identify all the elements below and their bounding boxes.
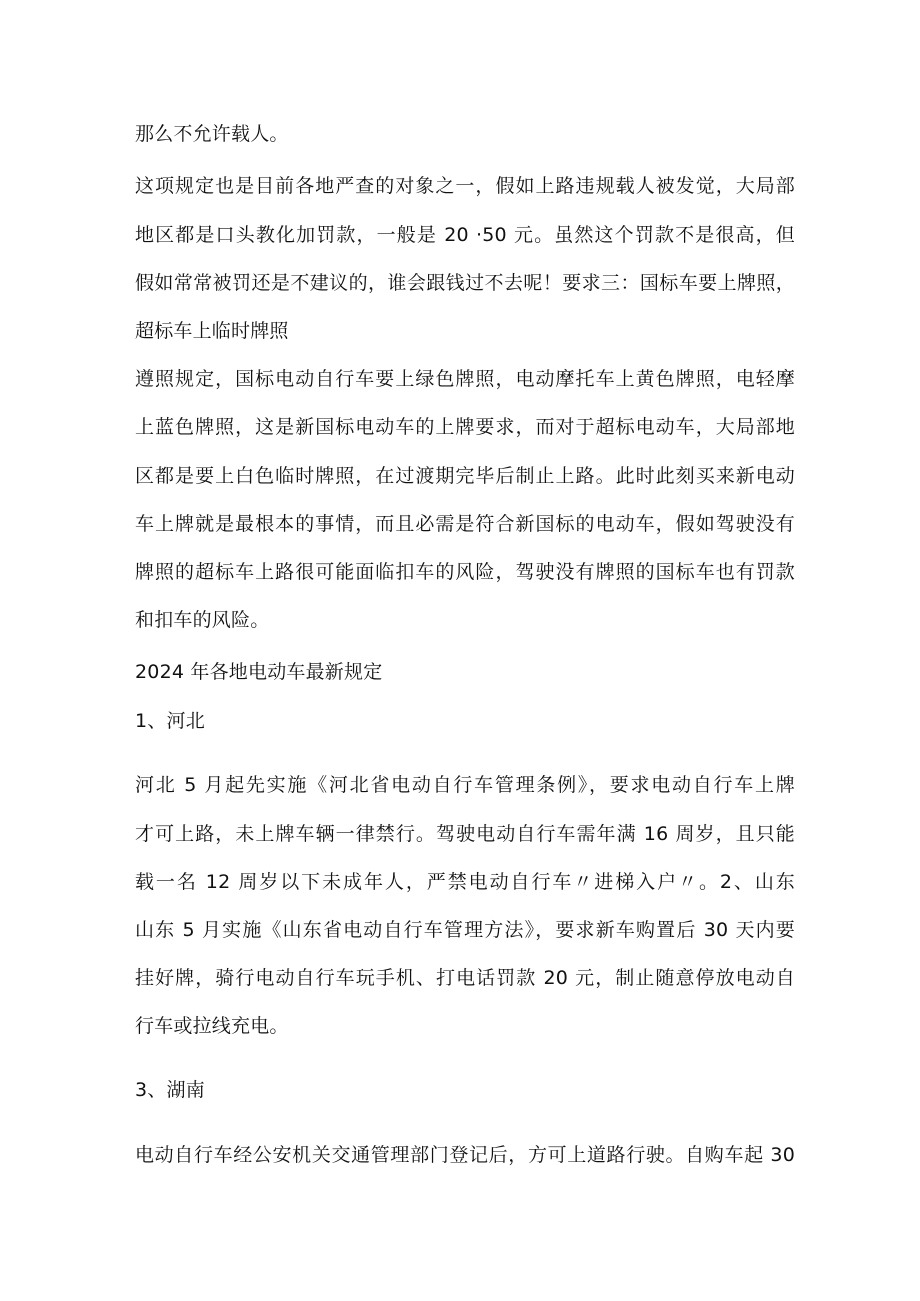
text-line: 遵照规定，国标电动自行车要上绿色牌照，电动摩托车上黄色牌照，电轻摩 xyxy=(135,368,795,390)
text-line: 区都是要上白色临时牌照，在过渡期完毕后制止上路。此时此刻买来新电动 xyxy=(135,465,795,487)
text-line: 行车或拉线充电。 xyxy=(135,1015,289,1037)
section-heading: 3、湖南 xyxy=(135,1079,205,1101)
text-line: 那么不允许载人。 xyxy=(135,123,289,145)
text-line: 车上牌就是最根本的事情，而且必需是符合新国标的电动车，假如驾驶没有 xyxy=(135,513,795,535)
text-line: 才可上路，未上牌车辆一律禁行。驾驶电动自行车需年满 16 周岁，且只能 xyxy=(135,823,795,845)
text-line: 电动自行车经公安机关交通管理部门登记后，方可上道路行驶。自购车起 30 xyxy=(135,1144,795,1166)
text-line: 这项规定也是目前各地严查的对象之一，假如上路违规载人被发觉，大局部 xyxy=(135,175,795,197)
text-line: 上蓝色牌照，这是新国标电动车的上牌要求，而对于超标电动车，大局部地 xyxy=(135,416,795,438)
text-line: 挂好牌，骑行电动自行车玩手机、打电话罚款 20 元，制止随意停放电动自 xyxy=(135,967,795,989)
text-line: 和扣车的风险。 xyxy=(135,609,270,631)
text-line: 河北 5 月起先实施《河北省电动自行车管理条例》，要求电动自行车上牌 xyxy=(135,774,795,796)
text-line: 山东 5 月实施《山东省电动自行车管理方法》，要求新车购置后 30 天内要 xyxy=(135,919,795,941)
text-line: 载一名 12 周岁以下未成年人，严禁电动自行车〃进梯入户〃。2、山东 xyxy=(135,871,795,893)
section-heading: 1、河北 xyxy=(135,710,205,732)
section-heading: 2024 年各地电动车最新规定 xyxy=(135,661,383,683)
text-line: 地区都是口头教化加罚款，一般是 20 ·50 元。虽然这个罚款不是很高，但 xyxy=(135,224,795,246)
text-line: 假如常常被罚还是不建议的，谁会跟钱过不去呢！要求三：国标车要上牌照， xyxy=(135,272,795,294)
text-line: 牌照的超标车上路很可能面临扣车的风险，驾驶没有牌照的国标车也有罚款 xyxy=(135,561,795,583)
text-line: 超标车上临时牌照 xyxy=(135,320,289,342)
